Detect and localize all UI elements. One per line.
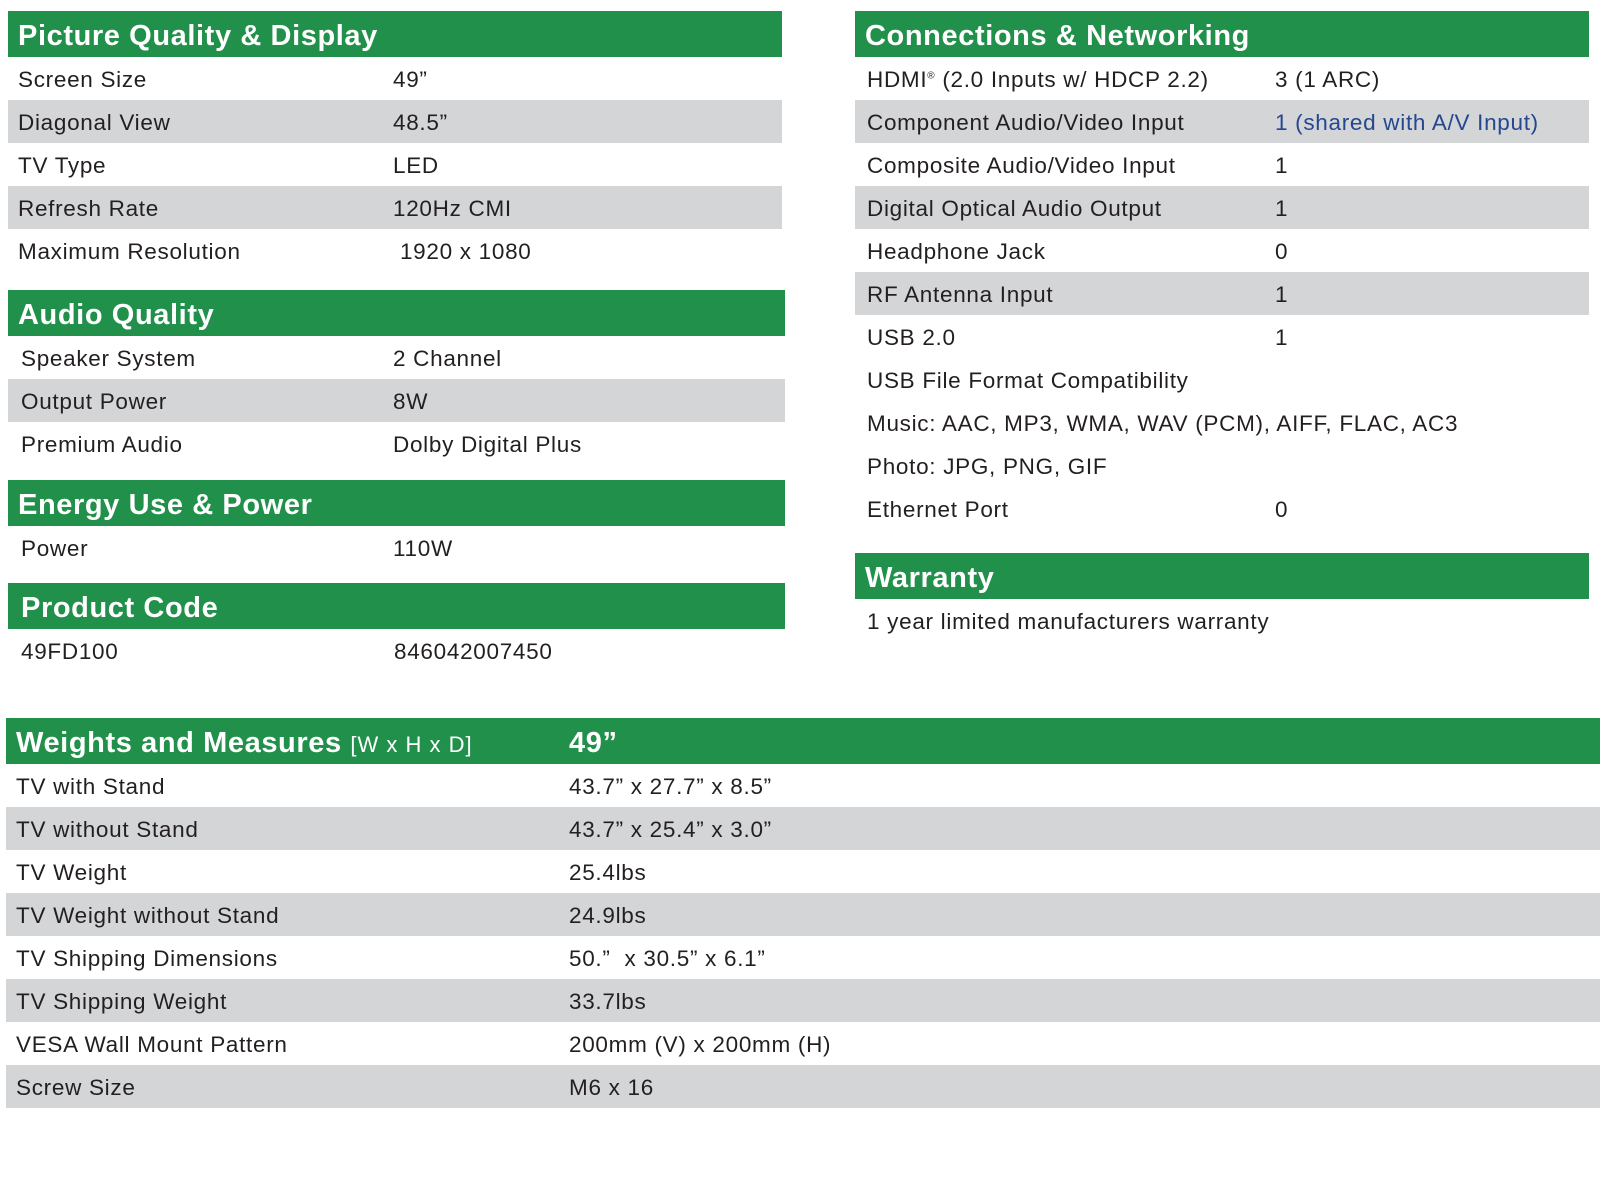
spec-row (6, 764, 1600, 807)
spec-row (855, 444, 1589, 487)
spec-row (8, 336, 785, 379)
spec-value: 120Hz CMI (393, 196, 512, 221)
section-header: Energy Use & Power (8, 480, 785, 526)
connections-section (855, 11, 1589, 530)
spec-label: Premium Audio (21, 432, 183, 457)
spec-row (8, 229, 782, 272)
spec-row (855, 487, 1589, 530)
spec-row (855, 358, 1589, 401)
spec-value: 8W (393, 389, 429, 414)
spec-label: Refresh Rate (18, 196, 159, 221)
spec-label: RF Antenna Input (867, 282, 1054, 307)
spec-label: Diagonal View (18, 110, 171, 135)
spec-row (6, 1065, 1600, 1108)
spec-value: M6 x 16 (569, 1075, 654, 1100)
spec-value: 49” (393, 67, 428, 92)
hdmi-label: HDMI (867, 67, 928, 92)
spec-row (8, 186, 782, 229)
weights-measures-section (6, 718, 1600, 1108)
spec-row (855, 315, 1589, 358)
section-header (6, 718, 1600, 764)
spec-label: Speaker System (21, 346, 196, 371)
spec-label: TV Shipping Dimensions (16, 946, 278, 971)
hdmi-label-suffix: (2.0 Inputs w/ HDCP 2.2) (935, 67, 1209, 92)
section-title-text: Weights and Measures (16, 727, 342, 759)
spec-row (8, 57, 782, 100)
audio-quality-section (8, 290, 785, 465)
spec-label: TV without Stand (16, 817, 199, 842)
spec-row (6, 807, 1600, 850)
spec-row (8, 629, 785, 672)
spec-value: 50.” x 30.5” x 6.1” (569, 946, 766, 971)
spec-row (855, 186, 1589, 229)
model-number: 49FD100 (21, 639, 119, 664)
spec-label: Headphone Jack (867, 239, 1046, 264)
spec-value: 1 (1275, 196, 1289, 221)
spec-row (855, 57, 1589, 100)
spec-label: TV Weight (16, 860, 127, 885)
spec-value: 48.5” (393, 110, 448, 135)
spec-row (8, 526, 785, 569)
product-code-section (8, 583, 785, 672)
screen-size-header: 49” (569, 727, 618, 759)
spec-row (8, 100, 782, 143)
spec-value: 200mm (V) x 200mm (H) (569, 1032, 832, 1057)
spec-label: Composite Audio/Video Input (867, 153, 1176, 178)
spec-value: Dolby Digital Plus (393, 432, 582, 457)
warranty-section (855, 553, 1589, 642)
spec-value: 1 (shared with A/V Input) (1275, 110, 1539, 135)
spec-value: 1920 x 1080 (393, 239, 532, 264)
spec-label: TV with Stand (16, 774, 166, 799)
spec-value: 0 (1275, 239, 1289, 264)
warranty-text: 1 year limited manufacturers warranty (867, 609, 1270, 634)
spec-row (855, 599, 1589, 642)
spec-row (6, 1022, 1600, 1065)
spec-row (8, 379, 785, 422)
spec-label: Output Power (21, 389, 167, 414)
section-header: Audio Quality (8, 290, 785, 336)
spec-row (855, 401, 1589, 444)
spec-value: LED (393, 153, 439, 178)
spec-label: Screen Size (18, 67, 148, 92)
spec-row (8, 422, 785, 465)
spec-label: Power (21, 536, 89, 561)
spec-label: Digital Optical Audio Output (867, 196, 1162, 221)
spec-value: 1 (1275, 325, 1289, 350)
spec-row (6, 850, 1600, 893)
spec-value: 110W (393, 536, 453, 561)
spec-label: TV Shipping Weight (16, 989, 228, 1014)
spec-value: 43.7” x 25.4” x 3.0” (569, 817, 772, 842)
spec-row (855, 100, 1589, 143)
spec-row (6, 936, 1600, 979)
spec-row (855, 272, 1589, 315)
spec-label: Ethernet Port (867, 497, 1009, 522)
spec-row (855, 143, 1589, 186)
section-header: Picture Quality & Display (8, 11, 782, 57)
spec-label: TV Type (18, 153, 107, 178)
spec-label: Component Audio/Video Input (867, 110, 1185, 135)
spec-label: Photo: JPG, PNG, GIF (867, 454, 1108, 479)
registered-mark: ® (927, 70, 936, 82)
picture-quality-section (8, 11, 782, 272)
spec-value: 24.9lbs (569, 903, 647, 928)
spec-value: 43.7” x 27.7” x 8.5” (569, 774, 772, 799)
spec-value: 25.4lbs (569, 860, 647, 885)
section-header: Connections & Networking (855, 11, 1589, 57)
spec-label: VESA Wall Mount Pattern (16, 1032, 288, 1057)
spec-label: USB 2.0 (867, 325, 956, 350)
dimension-order: [W x H x D] (350, 732, 473, 757)
section-title (16, 718, 473, 770)
spec-label: Maximum Resolution (18, 239, 241, 264)
section-header: Product Code (8, 583, 785, 629)
spec-value: 3 (1 ARC) (1275, 67, 1381, 92)
spec-value: 33.7lbs (569, 989, 647, 1014)
spec-value: 1 (1275, 153, 1289, 178)
spec-label (867, 57, 1209, 103)
spec-row (855, 229, 1589, 272)
spec-row (8, 143, 782, 186)
spec-label: TV Weight without Stand (16, 903, 280, 928)
section-header: Warranty (855, 553, 1589, 599)
spec-value: 2 Channel (393, 346, 502, 371)
spec-value: 1 (1275, 282, 1289, 307)
spec-label: Screw Size (16, 1075, 136, 1100)
energy-section (8, 480, 785, 569)
spec-label: Music: AAC, MP3, WMA, WAV (PCM), AIFF, FLAC, AC3 (867, 411, 1459, 436)
spec-label: USB File Format Compatibility (867, 368, 1189, 393)
spec-value: 0 (1275, 497, 1289, 522)
spec-row (6, 893, 1600, 936)
upc-code: 846042007450 (394, 639, 553, 664)
spec-row (6, 979, 1600, 1022)
